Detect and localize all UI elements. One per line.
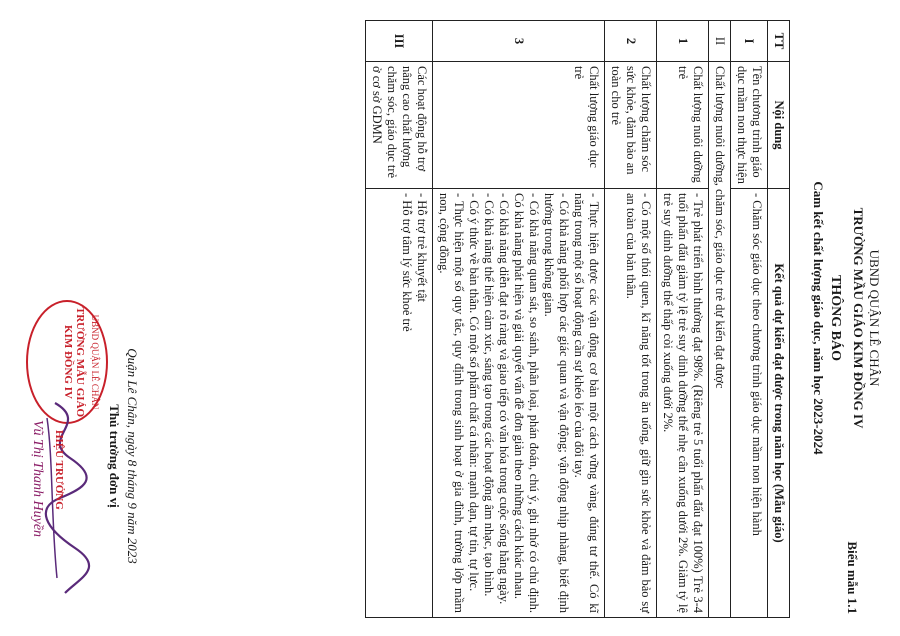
stamp-name: TRƯỜNG MẪU GIÁO KIM ĐỒNG IV <box>62 306 86 418</box>
row-result <box>657 189 709 618</box>
place-date: Quận Lê Chân, ngày 8 tháng 9 năm 2023 <box>125 348 140 564</box>
row-result <box>433 189 605 618</box>
row-result <box>731 189 768 618</box>
row-content: Tên chương trình giáo dục mầm non thực hiện <box>731 62 768 189</box>
row-content: Chất lượng giáo dục trẻ <box>433 62 605 189</box>
header-result: Kết quả dự kiến đạt được trong năm học (Mẫu giáo) <box>768 189 790 618</box>
stamp-role: HIỆU TRƯỞNG <box>53 430 65 510</box>
row-tt: II <box>709 21 731 62</box>
result-line: - Thực hiện được các vận động cơ bản một cách vững vàng, đúng tư thế. Có kĩ năng trong một số hoạt động cần sự khéo léo của đôi tay. <box>572 193 601 613</box>
signature-block <box>106 316 140 596</box>
result-line: - Chăm sóc giáo dục theo chương trình giáo dục mầm non hiện hành <box>750 193 764 536</box>
table-section-row <box>709 21 731 618</box>
commitment-table <box>365 20 790 618</box>
row-content: Chất lượng chăm sóc sức khỏe, đảm bảo an toàn cho trẻ <box>605 62 657 189</box>
row-result <box>605 189 657 618</box>
row-tt: 3 <box>433 21 605 62</box>
row-tt: III <box>366 21 433 62</box>
table-row <box>366 21 433 618</box>
stamp-ring-text: UBND QUẬN LÊ CHÂN <box>90 314 100 410</box>
table-row <box>731 21 768 618</box>
table-row <box>605 21 657 618</box>
row-content: Các hoạt động hỗ trợ nâng cao chất lượng chăm sóc, giáo dục trẻ ở cơ sở GDMN <box>366 62 433 189</box>
result-line: - Có khả năng thể hiện cảm xúc, sáng tạo trong các hoạt động âm nhạc, tạo hình. <box>482 193 496 597</box>
result-line: - Có khả năng phối hợp các giác quan và vận động; vận động nhịp nhàng, biết định hướng trong không gian. <box>542 193 571 613</box>
table-row <box>433 21 605 618</box>
table-row <box>657 21 709 618</box>
doc-subject: Cam kết chất lượng giáo dục, năm học 2023-2024 <box>811 181 826 455</box>
row-tt: 2 <box>605 21 657 62</box>
result-line: - Có khả năng diễn đạt rõ ràng và giao tiếp có văn hóa trong cuộc sống hằng ngày. <box>497 193 511 605</box>
result-line: - Có khả năng quan sát, so sánh, phân loại, phán đoán, chú ý, ghi nhớ có chủ định. Có khả năng phát hiện và giải quyết vấn đề đơn giản theo những cách khác nhau. <box>512 193 541 613</box>
result-line: - Thực hiện một số quy tắc, quy định trong sinh hoạt ở gia đình, trường lớp mầm non, cộng đồng. <box>437 193 466 613</box>
form-code: Biểu mẫu 1.1 <box>845 541 860 614</box>
result-line: - Hỗ trợ trẻ khuyết tật <box>415 193 429 303</box>
org-line-2: TRƯỜNG MẦU GIÁO KIM ĐỒNG IV <box>851 207 866 429</box>
row-tt: 1 <box>657 21 709 62</box>
signer-name: Vũ Thị Thanh Huyền <box>30 420 45 538</box>
result-line: - Có ý thức về bản thân. Có một số phẩm chất cá nhân: mạnh dạn, tự tin, tự lực. <box>467 193 481 592</box>
doc-type: THÔNG BÁO <box>828 275 843 361</box>
header-tt: TT <box>768 21 790 62</box>
row-tt: I <box>731 21 768 62</box>
result-line: - Có một số thói quen, kĩ năng tốt trong ăn uống, giữ gìn sức khỏe và đảm bảo sự an toàn của bản thân. <box>624 193 653 613</box>
result-line: - Hỗ trợ tâm lý sức khoẻ trẻ <box>400 193 414 332</box>
table-header-row <box>768 21 790 618</box>
row-result <box>366 189 433 618</box>
org-line-1: UBND QUẬN LÊ CHÂN <box>867 249 882 387</box>
section-title: Chất lượng nuôi dưỡng, chăm sóc, giáo dục trẻ dự kiến đạt được <box>709 62 731 618</box>
row-content: Chất lượng nuôi dưỡng trẻ <box>657 62 709 189</box>
header-content: Nội dung <box>768 62 790 189</box>
result-line: - Trẻ phát triển bình thường đạt 98%. (Riêng trẻ 5 tuổi phấn đấu đạt 100%) Trẻ 3-4 tuổi phấn đấu giảm tỷ lệ trẻ suy dinh dưỡng thể nhẹ cân xuống dưới 2%. Giảm tỷ lệ trẻ suy dinh dưỡng thể thấp còi xuống dưới 2%. <box>661 193 705 613</box>
signer-title: Thủ trưởng đơn vị <box>107 404 122 508</box>
